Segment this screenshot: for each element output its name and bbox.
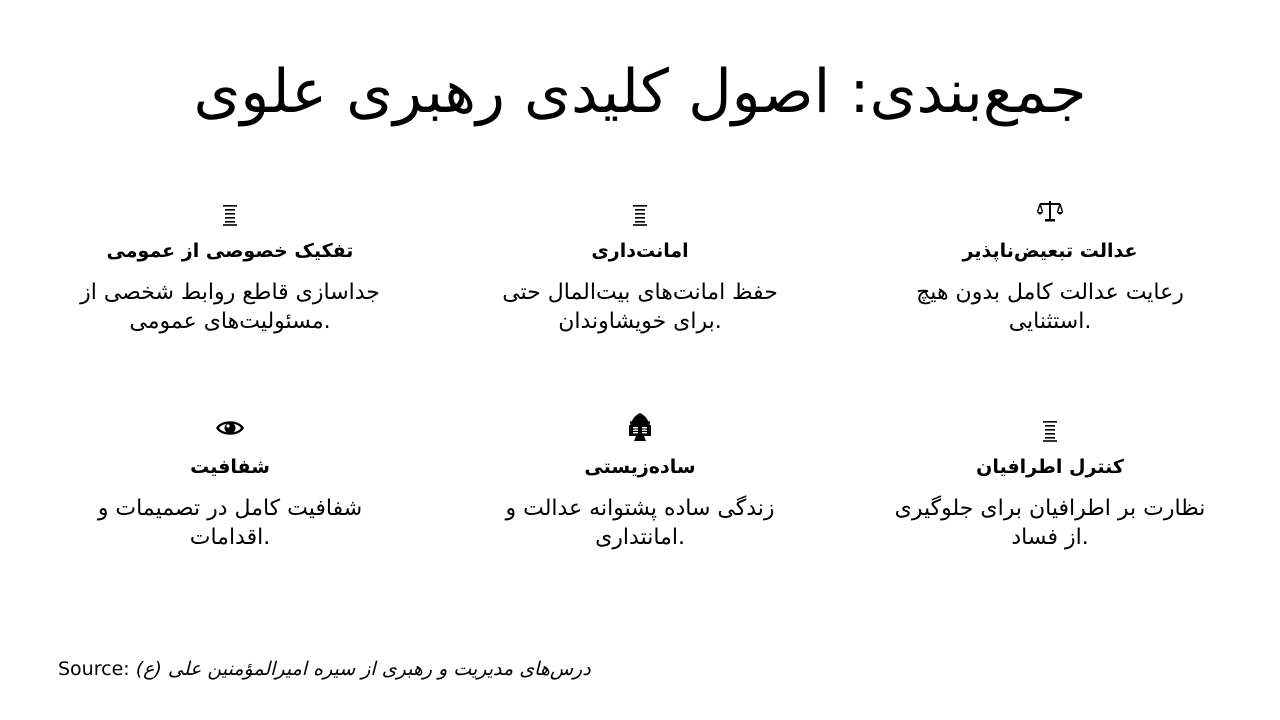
principle-card-simple-living <box>470 412 810 552</box>
principle-card-trust <box>470 196 810 336</box>
principle-title: کنترل اطرافیان <box>976 456 1124 478</box>
source-text: (درس‌های مدیریت و رهبری از سیره امیرالمؤمنین علی (ع <box>135 658 591 680</box>
principle-card-separation <box>60 196 400 336</box>
principle-description: رعایت عدالت کامل بدون هیچ استثنایی. <box>916 280 1184 334</box>
principle-card-oversight <box>880 412 1220 552</box>
list-icon <box>880 412 1220 448</box>
principle-title: شفافیت <box>190 456 270 478</box>
list-icon <box>60 196 400 232</box>
principle-description: زندگی ساده پشتوانه عدالت و امانتداری. <box>505 496 775 550</box>
principle-description: حفظ امانت‌های بیت‌المال حتی برای خویشاوندان. <box>502 280 778 334</box>
principle-title: عدالت تبعیض‌ناپذیر <box>962 240 1138 262</box>
principle-card-transparency <box>60 412 400 552</box>
slide-title: جمع‌بندی: اصول کلیدی رهبری علوی <box>193 57 1087 127</box>
principle-description: نظارت بر اطرافیان برای جلوگیری از فساد. <box>894 496 1206 550</box>
principle-card-justice <box>880 196 1220 336</box>
principle-title: امانت‌داری <box>591 240 689 262</box>
source-label: Source: <box>58 658 130 680</box>
source-citation <box>58 656 591 682</box>
eye-icon <box>60 412 400 448</box>
principles-grid <box>0 196 1280 636</box>
list-icon <box>470 196 810 232</box>
principle-description: شفافیت کامل در تصمیمات و اقدامات. <box>97 496 363 550</box>
scale-icon <box>880 196 1220 232</box>
principle-title: ساده‌زیستی <box>584 456 696 478</box>
principle-title: تفکیک خصوصی از عمومی <box>106 240 354 262</box>
hut-icon <box>470 412 810 448</box>
principle-description: جداسازی قاطع روابط شخصی از مسئولیت‌های عمومی. <box>80 280 380 334</box>
